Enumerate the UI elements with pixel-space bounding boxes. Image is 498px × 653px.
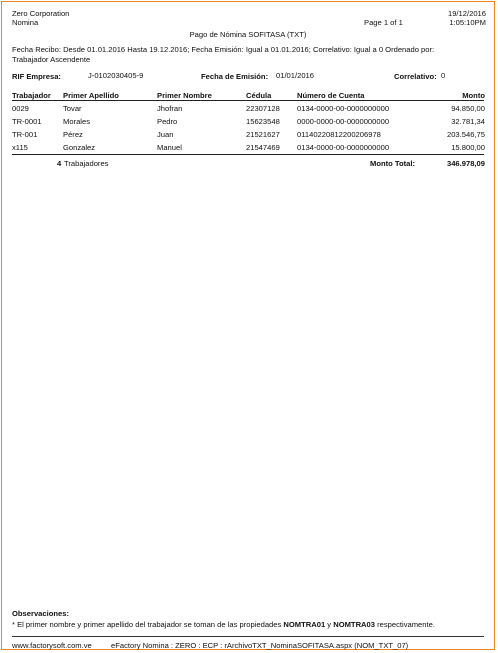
cell-trabajador: TR-0001 [12, 117, 42, 126]
cell-monto: 15.800,00 [451, 143, 485, 152]
observaciones-text [12, 620, 435, 629]
cell-apellido: Morales [63, 117, 91, 126]
module-name: Nomina [12, 18, 39, 27]
cell-nombre: Jhofran [157, 104, 183, 113]
cell-cuenta: 0134-0000-00-0000000000 [297, 104, 390, 113]
correlativo-value: 0 [441, 71, 446, 80]
report-date: 19/12/2016 [447, 9, 486, 18]
table-total-rule [12, 154, 484, 155]
cell-apellido: Pérez [63, 130, 83, 139]
header-trabajador: Trabajador [12, 91, 51, 100]
fecha-emision-label: Fecha de Emisión: [201, 72, 269, 81]
cell-cedula: 22307128 [246, 104, 280, 113]
company-name: Zero Corporation [12, 9, 70, 18]
worker-count: 4 [57, 159, 62, 168]
cell-apellido: Gonzalez [63, 143, 96, 152]
cell-nombre: Manuel [157, 143, 182, 152]
cell-monto: 203.546,75 [446, 130, 485, 139]
cell-cedula: 21521627 [246, 130, 280, 139]
cell-apellido: Tovar [63, 104, 82, 113]
footer-info: eFactory Nomina : ZERO : ECP : rArchivoTXT_NominaSOFITASA.aspx (NOM_TXT_07) [111, 641, 409, 650]
report-title: Pago de Nómina SOFITASA (TXT) [189, 30, 307, 39]
observaciones-mid: y [325, 620, 334, 629]
report-time: 1:05:10PM [449, 18, 486, 27]
cell-cuenta: 0000-0000-00-0000000000 [297, 117, 390, 126]
cell-cedula: 21547469 [246, 143, 280, 152]
footer-rule [12, 636, 484, 637]
cell-trabajador: TR-001 [12, 130, 38, 139]
observaciones-prop1: NOMTRA01 [283, 620, 326, 629]
total-value: 346.978,09 [446, 159, 485, 168]
total-label: Monto Total: [370, 159, 415, 168]
cell-trabajador: 0029 [12, 104, 29, 113]
cell-cuenta: 01140220812200206978 [297, 130, 381, 139]
observaciones-prefix: * El primer nombre y primer apellido del trabajador se toman de las propiedades [12, 620, 284, 629]
cell-cedula: 15623548 [246, 117, 280, 126]
observaciones-suffix: respectivamente. [375, 620, 435, 629]
footer-site: www.factorysoft.com.ve [12, 641, 92, 650]
filter-line-2: Trabajador Ascendente [12, 55, 91, 64]
cell-monto: 94.850,00 [451, 104, 485, 113]
page-number: Page 1 of 1 [364, 18, 403, 27]
header-apellido: Primer Apellido [63, 91, 119, 100]
cell-cuenta: 0134-0000-00-0000000000 [297, 143, 390, 152]
report-page [1, 1, 495, 650]
fecha-emision-value: 01/01/2016 [276, 71, 315, 80]
header-cedula: Cédula [246, 91, 272, 100]
rif-value: J-0102030405-9 [88, 71, 144, 80]
observaciones-label: Observaciones: [12, 609, 69, 618]
rif-label: RIF Empresa: [12, 72, 61, 81]
filter-line-1: Fecha Recibo: Desde 01.01.2016 Hasta 19.12.2016; Fecha Emisión: Igual a 01.01.2016; Correlativo: Igual a 0 Ordenado por: [12, 45, 435, 54]
correlativo-label: Correlativo: [394, 72, 437, 81]
cell-trabajador: x115 [12, 143, 28, 152]
table-header-rule [12, 100, 484, 101]
cell-monto: 32.781,34 [451, 117, 485, 126]
cell-nombre: Juan [157, 130, 174, 139]
worker-count-label: Trabajadores [64, 159, 109, 168]
cell-nombre: Pedro [157, 117, 178, 126]
header-cuenta: Número de Cuenta [297, 91, 365, 100]
header-monto: Monto [462, 91, 485, 100]
header-nombre: Primer Nombre [157, 91, 212, 100]
observaciones-prop2: NOMTRA03 [333, 620, 375, 629]
